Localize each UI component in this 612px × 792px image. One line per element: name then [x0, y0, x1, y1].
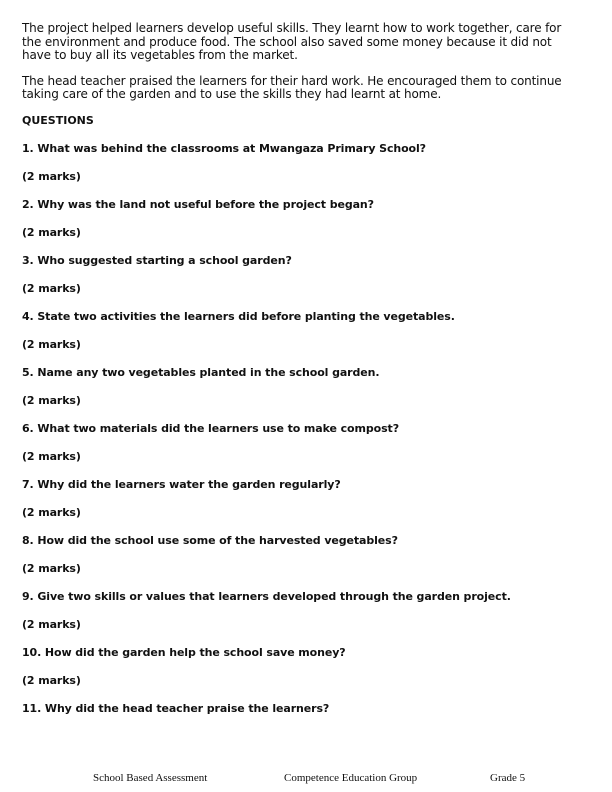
paragraph-head-teacher: The head teacher praised the learners for their hard work. He encouraged them to continue taking care of the garden and to use the skills they had learnt at home. — [22, 73, 562, 101]
questions-heading: QUESTIONS — [22, 113, 94, 127]
marks-label: (2 marks) — [22, 393, 81, 407]
marks-label: (2 marks) — [22, 337, 81, 351]
question-8: 8. How did the school use some of the harvested vegetables? — [22, 533, 398, 547]
footer-grade-label: Grade 5 — [490, 772, 526, 784]
question-7: 7. Why did the learners water the garden regularly? — [22, 477, 341, 491]
question-11: 11. Why did the head teacher praise the learners? — [22, 701, 330, 715]
marks-label: (2 marks) — [22, 449, 81, 463]
paragraph-project-skills: The project helped learners develop useful skills. They learnt how to work together, care for the environment and produce food. The school also saved some money because it did not have to buy all its vegetables from the market. — [22, 21, 562, 62]
marks-label: (2 marks) — [22, 617, 81, 631]
marks-label: (2 marks) — [22, 225, 81, 239]
footer-organization-label: Competence Education Group — [284, 772, 418, 784]
question-10: 10. How did the garden help the school save money? — [22, 645, 346, 659]
marks-label: (2 marks) — [22, 673, 81, 687]
marks-label: (2 marks) — [22, 281, 81, 295]
footer-assessment-label: School Based Assessment — [93, 772, 208, 784]
question-3: 3. Who suggested starting a school garden? — [22, 253, 292, 267]
page-footer — [0, 772, 612, 788]
question-5: 5. Name any two vegetables planted in the school garden. — [22, 365, 380, 379]
marks-label: (2 marks) — [22, 169, 81, 183]
document-body — [22, 22, 584, 730]
question-1: 1. What was behind the classrooms at Mwangaza Primary School? — [22, 141, 426, 155]
marks-label: (2 marks) — [22, 561, 81, 575]
marks-label: (2 marks) — [22, 505, 81, 519]
question-4: 4. State two activities the learners did before planting the vegetables. — [22, 309, 455, 323]
question-6: 6. What two materials did the learners use to make compost? — [22, 421, 399, 435]
question-9: 9. Give two skills or values that learners developed through the garden project. — [22, 589, 511, 603]
question-2: 2. Why was the land not useful before the project began? — [22, 197, 374, 211]
